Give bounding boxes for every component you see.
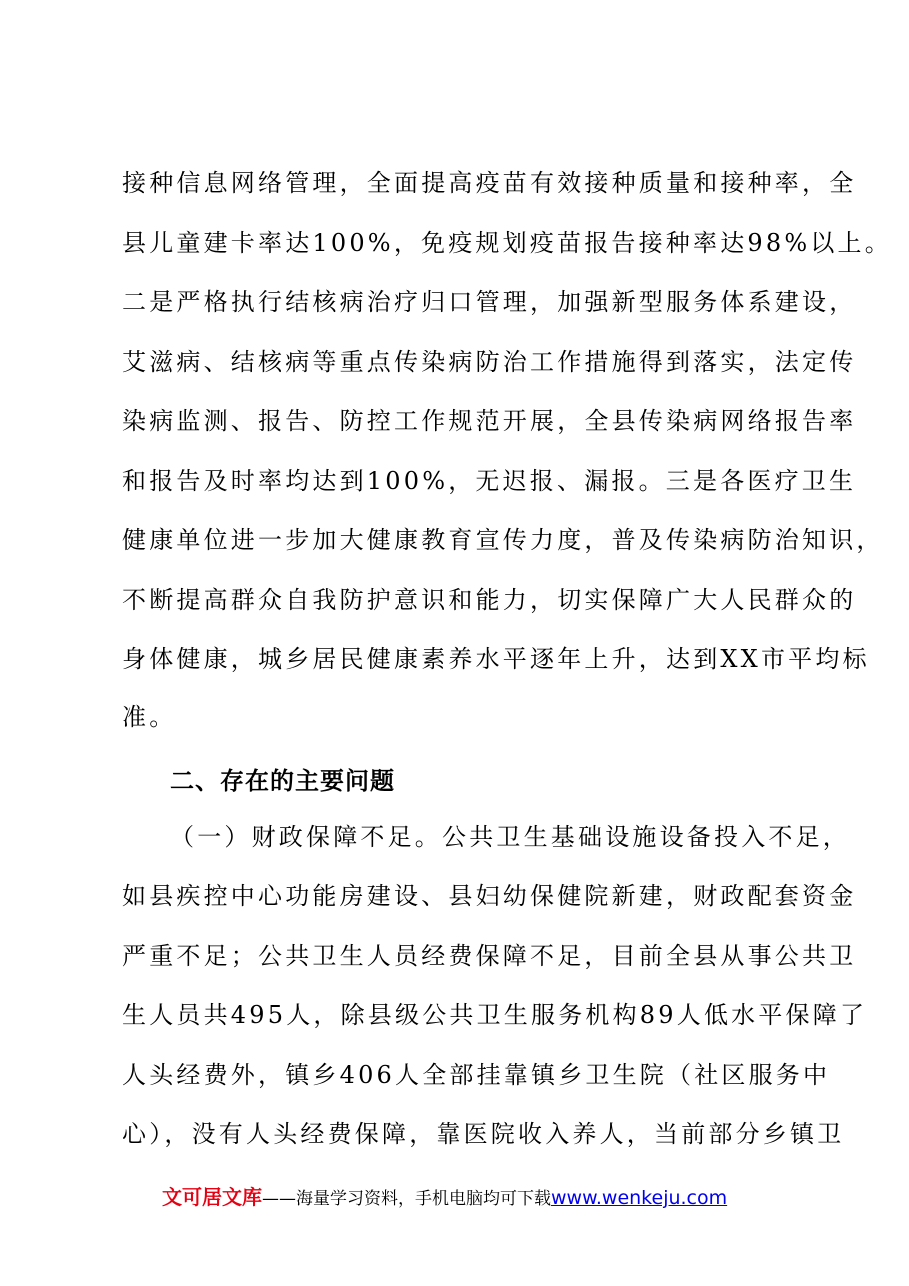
body-line: 健康单位进一步加大健康教育宣传力度，普及传染病防治知识， bbox=[122, 526, 884, 554]
body-line: 严重不足；公共卫生人员经费保障不足，目前全县从事公共卫 bbox=[122, 942, 857, 970]
footer-site-link[interactable]: www.wenkeju.com bbox=[551, 1187, 728, 1209]
body-line: 如县疾控中心功能房建设、县妇幼保健院新建，财政配套资金 bbox=[122, 882, 857, 910]
body-line: 二是严格执行结核病治疗归口管理，加强新型服务体系建设， bbox=[122, 288, 857, 316]
body-line: 接种信息网络管理，全面提高疫苗有效接种质量和接种率，全 bbox=[122, 169, 857, 197]
body-line: 心），没有人头经费保障，靠医院收入养人，当前部分乡镇卫 bbox=[122, 1120, 845, 1148]
footer-slogan: ——海量学习资料，手机电脑均可下载 bbox=[262, 1189, 551, 1209]
footer-brand: 文可居文库 bbox=[162, 1185, 262, 1209]
body-line: 准。 bbox=[122, 703, 177, 731]
body-line: 人头经费外，镇乡406人全部挂靠镇乡卫生院（社区服务中 bbox=[122, 1061, 831, 1089]
section-heading: 二、存在的主要问题 bbox=[170, 767, 395, 795]
body-line: 染病监测、报告、防控工作规范开展，全县传染病网络报告率 bbox=[122, 407, 857, 435]
body-line: 身体健康，城乡居民健康素养水平逐年上升，达到XX市平均标 bbox=[122, 645, 870, 673]
body-line: 和报告及时率均达到100%，无迟报、漏报。三是各医疗卫生 bbox=[122, 467, 857, 495]
body-line: （一）财政保障不足。公共卫生基础设施设备投入不足， bbox=[170, 823, 850, 851]
body-line: 生人员共495人，除县级公共卫生服务机构89人低水平保障了 bbox=[122, 1001, 868, 1029]
footer-banner bbox=[162, 1184, 782, 1212]
body-line: 不断提高群众自我防护意识和能力，切实保障广大人民群众的 bbox=[122, 586, 857, 614]
body-line: 艾滋病、结核病等重点传染病防治工作措施得到落实，法定传 bbox=[122, 348, 857, 376]
body-line: 县儿童建卡率达100%，免疫规划疫苗报告接种率达98%以上。 bbox=[122, 229, 892, 257]
